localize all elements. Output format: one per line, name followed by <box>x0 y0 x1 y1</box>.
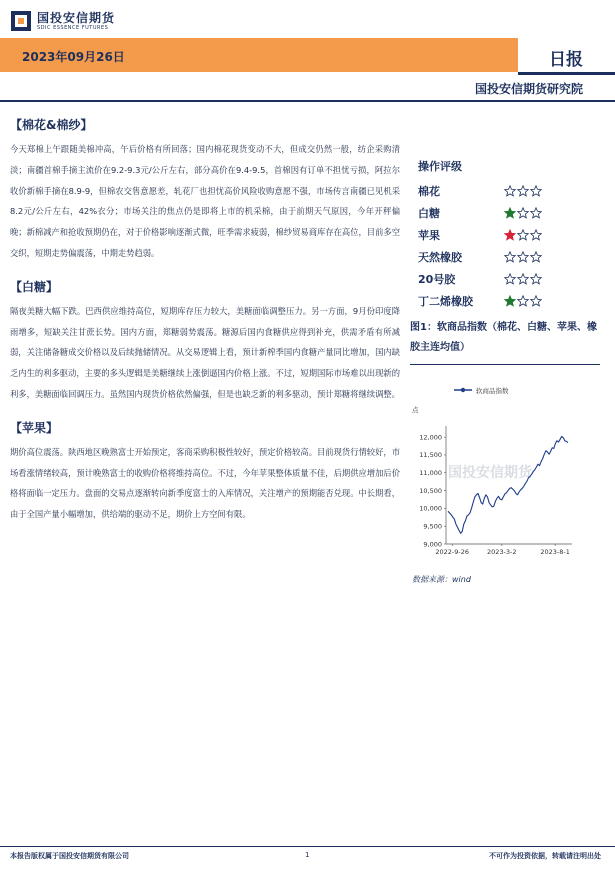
rating-name: 丁二烯橡胶 <box>418 295 473 308</box>
logo-text-cn: 国投安信期货 <box>37 10 116 25</box>
star-filled-icon <box>504 229 516 241</box>
rating-list <box>418 180 608 312</box>
star-empty-icon <box>504 185 516 197</box>
section-body: 期价高位震荡。陕西地区晚熟富士开始预定，客商采购积极性较好，预定价格较高。目前现货行情较好，市场看涨情绪较高，预计晚熟富士的收购价格将维持高位。不过，今年苹果整体质量不佳，后期供应增加后价格将面临一定压力。盘面的交易点逐渐转向新季度富士的入库情况，关注增产的预期能否兑现。中长期看，由于全国产量小幅增加，供给端的驱动不足，期价上方空间有限。 <box>10 446 400 520</box>
series-line-soft-commodity-index <box>448 436 568 533</box>
rating-name: 白糖 <box>418 207 440 220</box>
section-body: 隔夜美糖大幅下跌。巴西供应维持高位，短期库存压力较大，美糖面临调整压力。另一方面，9月份印度降雨增多，短缺关注甘蔗长势。国内方面，郑糖弱势震荡。糖源后国内食糖供应得到补充，供需矛盾有所减弱，关注储备糖成交价格以及后续抛储情况。从交易逻辑上看，预计新榨季国内食糖产量同比增加，国内缺乏内生的利多驱动，主要的多头逻辑是美糖继续上涨倒逼国内价格上涨。不过，短期国际市场难以出现新的利多，美糖面临回调压力。虽然国内现货价格依然偏强，但是也缺乏新的利多驱动，预计郑糖将继续调整。 <box>10 305 400 399</box>
figure-title: 图1：软商品指数（棉花、白糖、苹果、橡胶主连均值） <box>410 322 597 353</box>
star-empty-icon <box>517 295 529 307</box>
star-empty-icon <box>504 251 516 263</box>
section-sugar <box>10 278 400 405</box>
section-body: 今天郑棉上午跟随美棉冲高，午后价格有所回落；国内棉花现货变动不大，但成交仍然一般，纺企采购清淡；南疆首棉手摘主流价在9.2-9.3元/公斤左右，部分高价在9.4-9.5，首棉因有订单不担忧亏损，阿拉尔收价新棉手摘在8.9-9，但棉农交售意愿差，轧花厂也担忧高价风险收购意愿不强，市场传言南疆已见机采8.2元/公斤左右，42%衣分；市场关注的焦点仍是即将上市的机采棉，由于前期天气原因，今年开秤偏晚；新棉减产和抢收预期仍在，对于价格影响逐渐式微，旺季需求疲弱，棉纱贸易商库存在高位，目前多空交织，短期走势偏震荡，中期走势趋弱。 <box>10 144 400 258</box>
section-title: 【棉花&棉纱】 <box>10 118 93 132</box>
rating-stars <box>504 251 543 263</box>
rating-row <box>418 180 608 202</box>
x-tick-label: 2023-8-1 <box>540 548 570 556</box>
rating-title: 操作评级 <box>418 160 462 173</box>
institute-name: 国投安信期货研究院 <box>474 82 583 96</box>
star-empty-icon <box>530 229 542 241</box>
rating-name: 20号胶 <box>418 273 456 286</box>
y-tick-label: 9,000 <box>423 540 442 549</box>
rating-stars <box>504 295 543 307</box>
star-filled-icon <box>504 207 516 219</box>
footer-divider <box>0 846 615 847</box>
footer-disclaimer: 不可作为投资依据，转载请注明出处 <box>489 852 601 860</box>
data-source: 数据来源：wind <box>412 575 471 584</box>
section-title: 【白糖】 <box>10 279 59 294</box>
rating-stars <box>504 229 543 241</box>
legend-label: 软商品指数 <box>476 387 509 395</box>
rating-name: 棉花 <box>418 185 440 198</box>
star-empty-icon <box>530 295 542 307</box>
y-axis-unit: 点 <box>412 406 419 414</box>
star-empty-icon <box>530 251 542 263</box>
section-cotton <box>10 116 400 264</box>
star-empty-icon <box>517 273 529 285</box>
y-tick-label: 12,000 <box>419 433 442 442</box>
report-date: 2023年09月26日 <box>22 50 125 64</box>
report-type: 日报 <box>549 50 583 70</box>
section-title: 【苹果】 <box>10 420 59 435</box>
rating-stars <box>504 273 543 285</box>
star-empty-icon <box>517 251 529 263</box>
star-empty-icon <box>530 207 542 219</box>
rating-row <box>418 224 608 246</box>
star-empty-icon <box>530 185 542 197</box>
star-empty-icon <box>530 273 542 285</box>
main-content <box>10 110 400 539</box>
star-filled-icon <box>504 295 516 307</box>
y-tick-label: 11,500 <box>419 451 442 460</box>
star-empty-icon <box>517 185 529 197</box>
logo-icon <box>10 10 32 32</box>
star-empty-icon <box>504 273 516 285</box>
section-apple <box>10 419 400 525</box>
rating-row <box>418 246 608 268</box>
x-tick-label: 2023-3-2 <box>487 548 517 556</box>
rating-row <box>418 202 608 224</box>
watermark-text: 国投安信期货 <box>448 465 532 481</box>
rating-stars <box>504 207 543 219</box>
y-tick-label: 9,500 <box>423 522 442 531</box>
figure-divider <box>410 364 600 365</box>
company-logo <box>10 8 115 34</box>
rating-row <box>418 290 608 312</box>
rating-panel <box>418 158 608 312</box>
y-tick-label: 10,500 <box>419 486 442 495</box>
legend-marker <box>461 388 465 392</box>
y-tick-label: 10,000 <box>419 504 442 513</box>
x-tick-label: 2022-9-26 <box>435 548 470 556</box>
rating-name: 天然橡胶 <box>418 251 462 264</box>
rating-name: 苹果 <box>418 229 440 242</box>
rating-row <box>418 268 608 290</box>
logo-text-en: SDIC ESSENCE FUTURES <box>37 24 109 31</box>
star-empty-icon <box>517 229 529 241</box>
rating-stars <box>504 185 543 197</box>
page-number: 1 <box>305 851 310 859</box>
soft-commodity-index-chart <box>410 372 600 572</box>
star-empty-icon <box>517 207 529 219</box>
footer-copyright: 本报告版权属于国投安信期货有限公司 <box>10 852 129 860</box>
header-divider <box>0 100 615 102</box>
y-tick-label: 11,000 <box>419 469 442 478</box>
